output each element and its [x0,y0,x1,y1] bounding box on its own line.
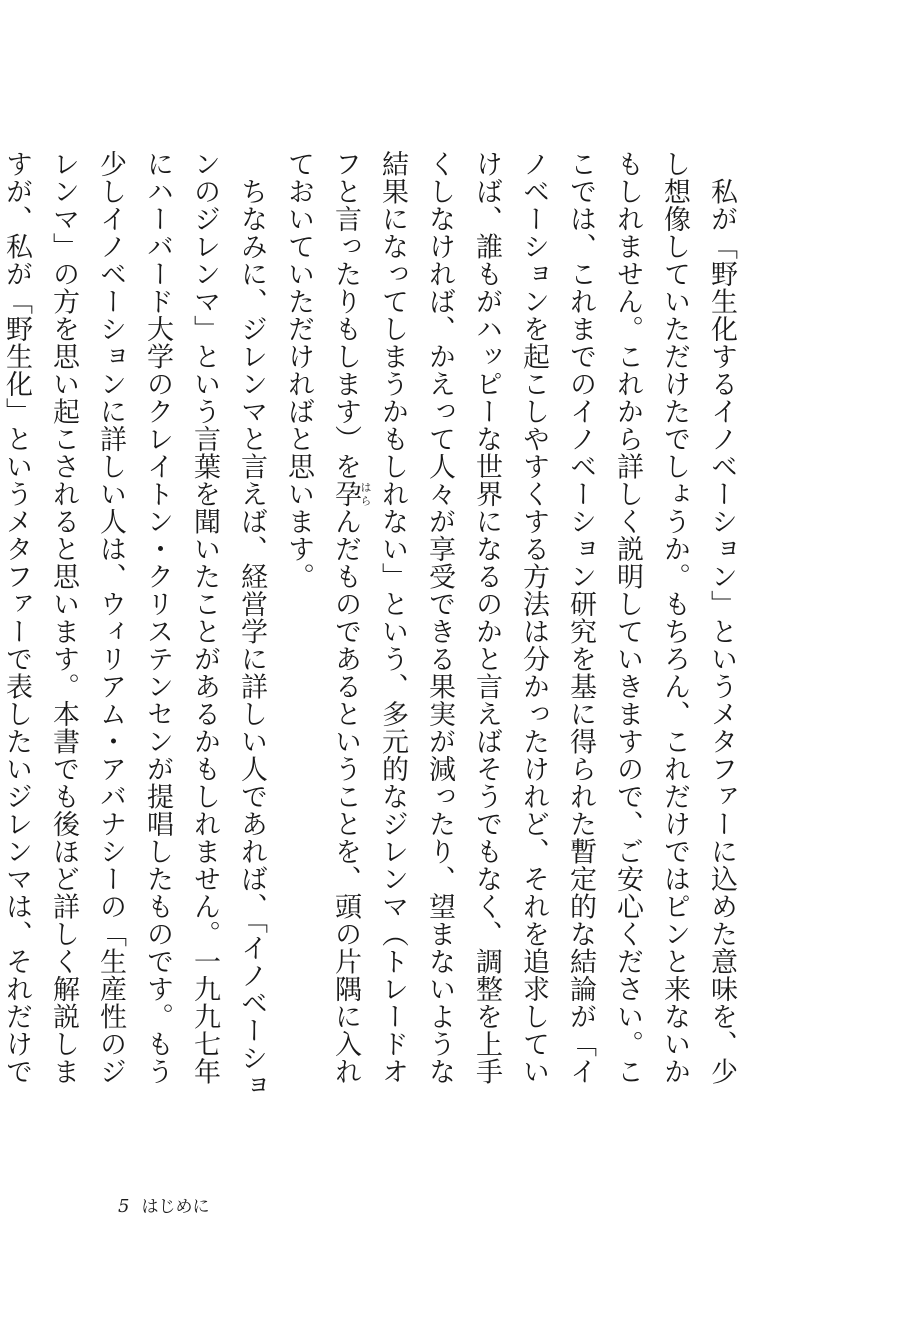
p1-line-7b: んだものであるということを、頭の片 [330,507,361,975]
p1-line-8: 隅に入れておいていただければと思います。 [283,150,361,1085]
vertical-text-body [1,150,745,1110]
ruby-reading: はら [359,480,372,508]
p2-line-5: が、私が「野生化」というメタファーで表したいジレンマは、それだけで [1,177,32,1085]
p2-line-3: ステンセンが提唱したものです。もう少しイノベーションに詳しい人は、ウィリアム・アバナシ [95,150,173,1085]
p2-line-4: ーの「生産性のジレンマ」の方を思い起こされると思います。本書でも後ほど詳しく解説します [1,150,126,1085]
p1-line-6: 人々が享受できる果実が減ったり、望まないような結果になってしまうかもしれない」という、 [377,150,455,1085]
p2-line-1: ちなみに、ジレンマと言えば、経営学に詳しい人であれば、「イノベーションのジレンマ」と [189,150,267,1099]
ruby-hara [330,480,372,508]
p1-line-2: たでしょうか。もちろん、これだけではピンと来ないかもしれません。これから詳しく説明して [612,150,690,1085]
paragraph-2 [0,150,275,1110]
section-title: はじめに [141,1197,210,1217]
p1-line-7a: 多元的なジレンマ（トレードオフと言ったりもします）を [330,150,408,1085]
p1-line-3: いきますので、ご安心ください。ここでは、これまでのイノベーション研究を基に得られた暫定 [565,150,643,1085]
p1-line-5: 誰もがハッピーな世界になるのかと言えばそうでもなく、調整を上手くしなければ、かえって [424,150,502,1085]
page-number: 5 [118,1196,130,1217]
ruby-base: 孕 [330,480,361,508]
paragraph-1 [275,150,745,1110]
page-footer [118,1192,209,1217]
p2-line-2: いう言葉を聞いたことがあるかもしれません。一九九七年にハーバード大学のクレイトン・クリ [142,150,220,1085]
p1-line-4: 的な結論が「イノベーションを起こしやすくする方法は分かったけれど、それを追求していけば、 [471,150,596,1085]
p1-line-1: 私が「野生化するイノベーション」というメタファーに込めた意味を、少し想像していただけ [659,150,737,1085]
